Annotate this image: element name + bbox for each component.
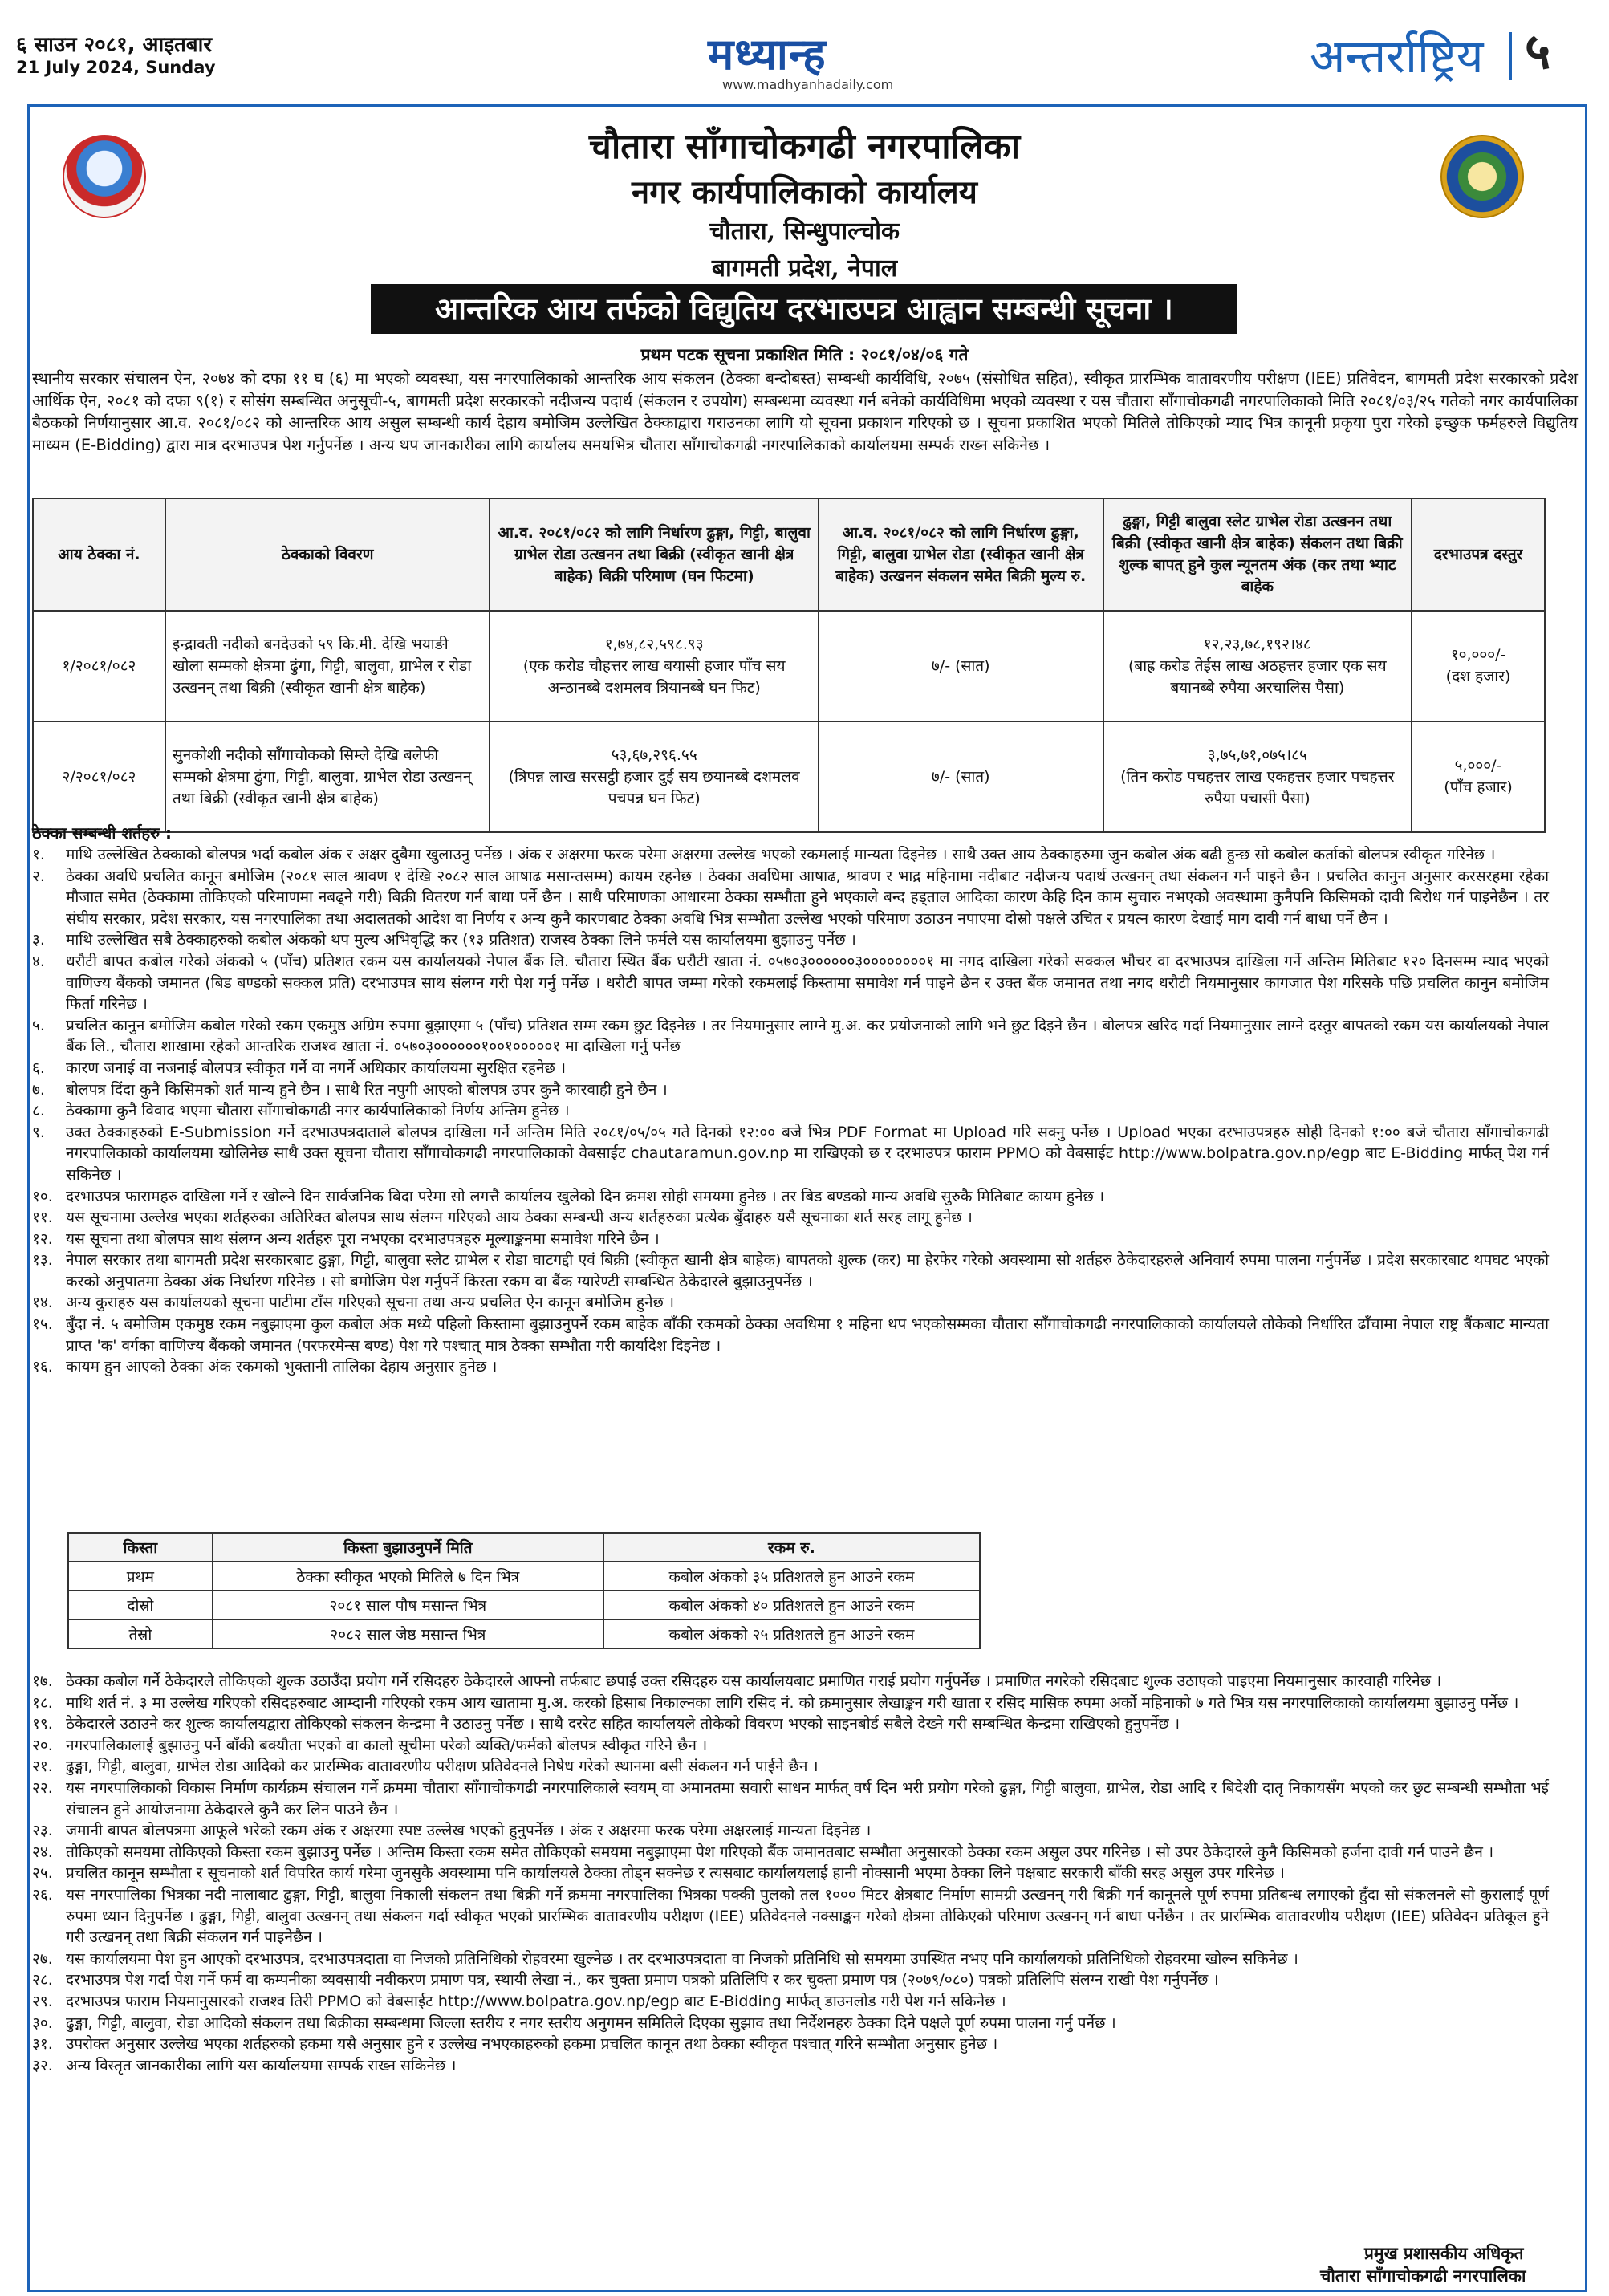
condition-text: ठेक्का अवधि प्रचलित कानून बमोजिम (२०८१ साल श्रावण १ देखि २०८२ साल आषाढ मसान्तसम्म) कायम रहनेछ । ठेक्का अवधिमा आषाढ, श्रावण र भाद्र महिनामा नदीबाट नदीजन्य पदार्थ उत्खनन् तथा संकलन गर्न पाइने छैन । प्रचलित कानुन अनुसार करसरहमा रहेका मौजात समेत (ठेक्कामा तोकिएको परिमाणमा नबढ्ने गरी) बिक्री वितरण गर्न बाधा पर्ने छैन । साथै परिमाणका आधारमा ठेक्का सम्भौता हुने भएकाले बन्द हड्ताल आदिका कारण केहि दिन काम सुचारु नभएको अवस्थामा कुनैपनि किसिमको दावी बिरोध गर्न पाइनेछैन । तर संघीय सरकार, प्रदेश सरकार, यस नगरपालिका तथा अदालतको आदेश वा निर्णय र अन्य कुनै कारणबाट ठेक्का अवधि भित्र सम्भौता उल्लेख भएको परिमाण उठाउन नपाएमा दोस्रो पक्षले उचित र प्रयत्न कारण देखाई माग दावी गर्न बाधा पर्ने छैन । <box>66 867 1549 928</box>
conditions-title: ठेक्का सम्बन्धी शर्तहरु : <box>32 823 172 843</box>
condition-text: ढुङ्गा, गिट्टी, बालुवा, ग्राभेल रोडा आदिको कर प्रारम्भिक वातावरणीय परीक्षण प्रतिवेदनले निषेध गरेको स्थानमा बसी संकलन गर्न पाईने छैन । <box>66 1758 819 1776</box>
condition-number: १४. <box>32 1294 53 1312</box>
installment-due: ठेक्का स्वीकृत भएको मितिले ७ दिन भित्र <box>213 1562 603 1591</box>
condition-item <box>32 1756 1549 1778</box>
condition-number: ९. <box>32 1123 45 1141</box>
fee-words: (पाँच हजार) <box>1444 778 1513 796</box>
minimum-value: १२,२३,७८,१९२।४८ <box>1203 635 1311 653</box>
condition-text: जमानी बापत बोलपत्रमा आफूले भरेको रकम अंक र अक्षरमा स्पष्ट उल्लेख भएको हुनुपर्नेछ । अंक र अक्षरमा फरक परेमा अक्षरलाई मान्यता दिइनेछ । <box>66 1822 872 1840</box>
condition-number: ७. <box>32 1080 45 1099</box>
condition-item <box>32 1314 1549 1356</box>
condition-text: ढुङ्गा, गिट्टी, बालुवा, रोडा आदिको संकलन तथा बिक्रीका सम्बन्धमा जिल्ला स्तरीय र नगर स्तरीय अनुगमन समितिले दिएका सुझाव तथा निर्देशनहरु ठेक्का दिने पक्षले पूर्ण रुपमा पालना गर्नु पर्नेछ । <box>66 2014 1116 2032</box>
tender-minimum <box>1103 611 1412 721</box>
conditions-list-continued <box>32 1671 1549 2076</box>
condition-item <box>32 1356 1549 1378</box>
minimum-words: (बाह्र करोड तेईस लाख अठहत्तर हजार एक सय बयानब्बे रुपैया अरचालिस पैसा) <box>1128 656 1387 697</box>
fee-value: १०,०००/- <box>1450 646 1506 664</box>
condition-item <box>32 2034 1549 2055</box>
newspaper-url[interactable]: www.madhyanhadaily.com <box>722 77 894 92</box>
condition-text: तोकिएको समयमा तोकिएको किस्ता रकम बुझाउनु पर्नेछ । अन्तिम किस्ता रकम समेत तोकिएको समयमा नबुझाएमा पेश गरिएको बैंक जमानतबाट सम्भौता अनुसारको ठेक्का रकम असुल उपर गरिनेछ । सो उपर ठेकेदारले कुनै किसिमको हर्जना दावी गर्न पाउने छैन । <box>66 1843 1494 1861</box>
office-sub: नगर कार्यपालिकाको कार्यालय <box>632 173 977 211</box>
condition-item <box>32 1949 1549 1970</box>
col-header-no: आय ठेक्का नं. <box>33 498 165 611</box>
condition-number: २०. <box>32 1736 53 1754</box>
condition-number: ३१. <box>32 2035 53 2054</box>
condition-text: अन्य कुराहरु यस कार्यालयको सूचना पाटीमा टाँस गरिएको सूचना तथा अन्य प्रचलित ऐन कानून बमोजिम हुनेछ । <box>66 1294 675 1312</box>
condition-item <box>32 1671 1549 1693</box>
condition-number: ३०. <box>32 2014 53 2032</box>
tender-fee <box>1412 721 1545 832</box>
condition-number: २. <box>32 867 45 885</box>
newspaper-logo[interactable]: मध्यान्ह <box>708 29 827 79</box>
col-header-quantity: आ.व. २०८१/०८२ को लागि निर्धारण ढुङ्गा, गिट्टी, बालुवा ग्राभेल रोडा उत्खनन तथा बिक्री (स्वीकृत खानी क्षेत्र बाहेक) बिक्री परिमाण (घन फिटमा) <box>490 498 819 611</box>
condition-item <box>32 2013 1549 2034</box>
condition-item <box>32 1693 1549 1714</box>
page-number: ५ <box>1525 22 1551 80</box>
office-province: बागमती प्रदेश, नेपाल <box>711 254 898 282</box>
condition-text: दरभाउपत्र फारामहरु दाखिला गर्ने र खोल्ने दिन सार्वजनिक बिदा परेमा सो लगत्तै कार्यालय खुलेको दिन क्रमश सोही समयमा हुनेछ । तर बिड बण्डको मान्य अवधि सुरुकै मितिबाट कायम हुनेछ । <box>66 1187 1105 1205</box>
condition-item <box>32 1186 1549 1208</box>
quantity-value: ५३,६७,२९६.५५ <box>611 746 697 764</box>
tender-rate: ७/- (सात) <box>819 611 1103 721</box>
condition-text: यस कार्यालयमा पेश हुन आएको दरभाउपत्र, दरभाउपत्रदाता वा निजको प्रतिनिधिको रोहवरमा खुल्नेछ । तर दरभाउपत्रदाता वा निजको प्रतिनिधि सो समयमा उपस्थित नभए पनि कार्यालयको प्रतिनिधिको रोहवरमा खोल्न सकिनेछ । <box>66 1949 1298 1968</box>
condition-number: ३२. <box>32 2056 53 2075</box>
condition-number: १०. <box>32 1187 53 1205</box>
condition-number: २६. <box>32 1885 53 1904</box>
condition-number: २३. <box>32 1822 53 1840</box>
installment-table <box>67 1532 981 1649</box>
condition-item <box>32 1250 1549 1292</box>
condition-number: ५. <box>32 1016 45 1034</box>
notice-title: आन्तरिक आय तर्फको विद्युतिय दरभाउपत्र आह्वान सम्बन्धी सूचना । <box>371 284 1237 334</box>
table-row <box>33 611 1545 721</box>
tender-description: इन्द्रावती नदीको बनदेउको ५९ कि.मी. देखि भयाङी खोला सम्मको क्षेत्रमा ढुंगा, गिट्टी, बालुवा, ग्राभेल र रोडा उत्खनन् तथा बिक्री (स्वीकृत खानी क्षेत्र बाहेक) <box>165 611 490 721</box>
condition-text: माथि उल्लेखित ठेक्काको बोलपत्र भर्दा कबोल अंक र अक्षर दुबैमा खुलाउनु पर्नेछ । अंक र अक्षरमा फरक परेमा अक्षरमा उल्लेख भएको रकमलाई मान्यता दिइनेछ । साथै उक्त आय ठेक्काहरुमा जुन कबोल अंक बढी हुन्छ सो कबोल कर्ताको बोलपत्र स्वीकृत गरिनेछ । <box>66 846 1496 864</box>
installment-name: दोस्रो <box>68 1591 213 1619</box>
signatory-office: चौतारा साँगाचोकगढी नगरपालिका <box>1320 2266 1526 2286</box>
condition-item <box>32 1884 1549 1949</box>
condition-item <box>32 1015 1549 1058</box>
tender-quantity <box>490 611 819 721</box>
tender-description: सुनकोशी नदीको साँगाचोकको सिम्ले देखि बलेफी सम्मको क्षेत्रमा ढुंगा, गिट्टी, बालुवा, ग्राभेल रोडा उत्खनन् तथा बिक्री (स्वीकृत खानी क्षेत्र बाहेक) <box>165 721 490 832</box>
condition-text: यस नगरपालिका भित्रका नदी नालाबाट ढुङ्गा, गिट्टी, बालुवा निकाली संकलन तथा बिक्री गर्ने क्रममा नगरपालिका भित्रका पक्की पुलको तल १००० मिटर क्षेत्रबाट निर्माण सामग्री उत्खनन् गरी बिक्री गर्न कानूनले पूर्ण रुपमा प्रतिबन्ध लगाएको हुँदा सो संकलनले सो कुरालाई पूर्ण रुपमा ध्यान दिनुपर्नेछ । ढुङ्गा, गिट्टी, बालुवा उत्खनन् तथा संकलन गर्दा स्वीकृत भएको प्रारम्भिक वातावरणीय परीक्षण (IEE) प्रतिवेदनले नक्साङ्कन गरेको क्षेत्रमा तोकिएको परिमाण उत्खनन् गर्न बाधा पर्नेछैन । तर प्रारम्भिक वातावरणीय परीक्षण (IEE) प्रतिवेदन प्रतिकूल हुने गरी उत्खनन् तथा बिक्री संकलन गर्न पाइनेछैन । <box>66 1885 1549 1947</box>
condition-item <box>32 1735 1549 1757</box>
condition-text: बुँदा नं. ५ बमोजिम एकमुष्ठ रकम नबुझाएमा कुल कबोल अंक मध्ये पहिलो किस्तामा बुझाउनुपर्ने रकम बाहेक बाँकी रकमको ठेक्का अवधिमा १ महिना थप भएकोसम्मका चौतारा साँगाचोकगढी नगरपालिकाको कार्यालयले तोकेको निर्धारित ढाँचामा नेपाल राष्ट्र बैंकबाट मान्यता प्राप्त 'क' वर्गका वाणिज्य बैंकको जमानत (परफरमेन्स बण्ड) पेश गरे पश्चात् मात्र ठेक्का सम्भौता गरी कार्यादेश दिइनेछ । <box>66 1315 1549 1355</box>
condition-text: दरभाउपत्र पेश गर्दा पेश गर्ने फर्म वा कम्पनीका व्यवसायी नवीकरण प्रमाण पत्र, स्थायी लेखा नं., कर चुक्ता प्रमाण पत्रको प्रतिलिपि र कर चुक्ता प्रमाण पत्र (२०७९/०८०) पत्रको प्रतिलिपि संलग्न राखी पेश गर्नुपर्नेछ । <box>66 1971 1219 1989</box>
tender-quantity <box>490 721 819 832</box>
condition-text: अन्य विस्तृत जानकारीका लागि यस कार्यालयमा सम्पर्क राख्न सकिनेछ । <box>66 2056 457 2075</box>
col-header-due-date: किस्ता बुझाउनुपर्ने मिति <box>213 1533 603 1562</box>
condition-number: ३. <box>32 931 45 949</box>
col-header-installment: किस्ता <box>68 1533 213 1562</box>
condition-text: कारण जनाई वा नजनाई बोलपत्र स्वीकृत गर्ने वा नगर्ने अधिकार कार्यालयमा सुरक्षित रहनेछ । <box>66 1059 567 1077</box>
condition-number: २५. <box>32 1864 53 1883</box>
condition-number: ४. <box>32 952 45 970</box>
quantity-value: १,७४,८२,५९८.९३ <box>604 635 704 653</box>
date-english: 21 July 2024, Sunday <box>16 58 216 77</box>
condition-item <box>32 929 1549 951</box>
office-location: चौतारा, सिन्धुपाल्चोक <box>709 217 900 246</box>
condition-item <box>32 844 1549 866</box>
condition-item <box>32 866 1549 930</box>
condition-number: २२. <box>32 1778 53 1797</box>
installment-header <box>68 1533 980 1562</box>
date-nepali: ६ साउन २०८१, आइतबार <box>16 33 212 57</box>
condition-item <box>32 1863 1549 1884</box>
minimum-words: (तिन करोड पचहत्तर लाख एकहत्तर हजार पचहत्तर रुपैया पचासी पैसा) <box>1120 767 1395 807</box>
minimum-value: ३,७५,७१,०७५।८५ <box>1207 746 1307 764</box>
quantity-words: (एक करोड चौहत्तर लाख बयासी हजार पाँच सय अन्ठानब्बे दशमलव त्रियानब्बे घन फिट) <box>522 656 786 697</box>
condition-text: माथि शर्त नं. ३ मा उल्लेख गरिएको रसिदहरुबाट आम्दानी गरिएको रकम आय खातामा मु.अ. करको हिसाब निकाल्नका लागि रसिद नं. को क्रमानुसार लेखाङ्कन गरी खाता र रसिद मासिक रुपमा अर्को महिनाको ७ गते भित्र यस नगरपालिकाको कार्यालयमा बुझाउनु पर्नेछ । <box>66 1693 1519 1712</box>
col-header-description: ठेक्काको विवरण <box>165 498 490 611</box>
condition-number: २४. <box>32 1843 53 1861</box>
section-name: अन्तर्राष्ट्रिय <box>1310 29 1484 83</box>
condition-number: १२. <box>32 1229 53 1248</box>
condition-item <box>32 2055 1549 2077</box>
tender-table-header <box>33 498 1545 611</box>
condition-text: यस सूचना तथा बोलपत्र साथ संलग्न अन्य शर्तहरु पूरा नभएका दरभाउपत्रहरु मूल्याङ्कनमा समावेश गरिने छैन । <box>66 1229 660 1248</box>
condition-number: १८. <box>32 1693 53 1712</box>
condition-number: २९. <box>32 1992 53 2010</box>
installment-amount: कबोल अंकको ४० प्रतिशतले हुन आउने रकम <box>603 1591 980 1619</box>
condition-item <box>32 1820 1549 1842</box>
condition-number: २८. <box>32 1971 53 1989</box>
publish-date: प्रथम पटक सूचना प्रकाशित मिति : २०८१/०४/०६ गते <box>640 345 969 364</box>
condition-number: ६. <box>32 1059 45 1077</box>
col-header-minimum: ढुङ्गा, गिट्टी बालुवा स्लेट ग्राभेल रोडा उत्खनन तथा बिक्री (स्वीकृत खानी क्षेत्र बाहेक) संकलन तथा बिक्री शुल्क बापत् हुने कुल न्यूनतम अंक (कर तथा भ्याट बाहेक <box>1103 498 1412 611</box>
table-row <box>68 1562 980 1591</box>
condition-text: दरभाउपत्र फाराम नियमानुसारको राजश्व तिरी PPMO को वेबसाईट http://www.bolpatra.gov.np/egp बाट E-Bidding मार्फत् डाउनलोड गरी पेश गर्न सकिनेछ । <box>66 1992 1006 2010</box>
condition-text: प्रचलित कानून सम्भौता र सूचनाको शर्त विपरित कार्य गरेमा जुनसुकै अवस्थामा पनि कार्यालयले ठेक्का तोड्न सक्नेछ र त्यसबाट कार्यालयलाई हानी नोक्सानी भएमा ठेक्का लिने पक्षबाट सरकारी बाँकी सरह असुल उपर गरिनेछ । <box>66 1864 1285 1883</box>
col-header-amount: रकम रु. <box>603 1533 980 1562</box>
condition-item <box>32 1207 1549 1229</box>
quantity-words: (त्रिपन्न लाख सरसट्ठी हजार दुई सय छयानब्बे दशमलव पचपन्न घन फिट) <box>508 767 800 807</box>
condition-item <box>32 1991 1549 2013</box>
condition-item <box>32 1122 1549 1186</box>
condition-item <box>32 1842 1549 1863</box>
installment-name: प्रथम <box>68 1562 213 1591</box>
tender-table <box>32 498 1546 833</box>
installment-due: २०८१ साल पौष मसान्त भित्र <box>213 1591 603 1619</box>
condition-text: ठेक्कामा कुनै विवाद भएमा चौतारा साँगाचोकगढी नगर कार्यपालिकाको निर्णय अन्तिम हुनेछ । <box>66 1102 570 1120</box>
condition-number: १६. <box>32 1358 53 1376</box>
col-header-rate: आ.व. २०८१/०८२ को लागि निर्धारण ढुङ्गा, गिट्टी, बालुवा ग्राभेल रोडा (स्वीकृत खानी क्षेत्र बाहेक) उत्खनन संकलन समेत बिक्री मुल्य रु. <box>819 498 1103 611</box>
condition-text: यस सूचनामा उल्लेख भएका शर्तहरुका अतिरिक्त बोलपत्र साथ संलग्न गरिएको आय ठेक्का सम्बन्धी अन्य शर्तहरुका प्रत्येक बुँदाहरु यसै सूचनाका शर्त सरह लागू हुनेछ । <box>66 1209 973 1227</box>
intro-paragraph: स्थानीय सरकार संचालन ऐन, २०७४ को दफा ११ घ (६) मा भएको व्यवस्था, यस नगरपालिकाको आन्तरिक आय संकलन (ठेक्का बन्दोबस्त) सम्बन्धी कार्यविधि, २०७५ (संसोधित सहित), स्वीकृत प्रारम्भिक वातावरणीय परीक्षण (IEE) प्रतिवेदन, बागमती प्रदेश सरकारको प्रदेश आर्थिक ऐन, २०८१ को दफा ९(१) र सोसंग सम्बन्धित अनुसूची-५, बागमती प्रदेश सरकारको नदीजन्य पदार्थ (संकलन र उपयोग) सम्बन्धमा व्यवस्था गर्न बनेको कार्यविधिमा भएको व्यवस्था र यस चौतारा साँगाचोकगढी नगरपालिकाको मिति २०८१/०३/२५ गतेको नगर कार्यपालिका बैठकको निर्णयानुसार आ.व. २०८१/०८२ को आन्तरिक आय असुल सम्बन्धी कार्य देहाय बमोजिम उल्लेखित ठेक्काद्वारा गराउनका लागि यो सूचना प्रकाशन गरिएको छ । सूचना प्रकाशित भएको मितिले तोकिएको म्याद भित्र कानूनी प्रकृया पुरा गरेको इच्छुक फर्महरुले विद्युतिय माध्यम (E-Bidding) द्वारा मात्र दरभाउपत्र पेश गर्नुपर्नेछ । अन्य थप जानकारीका लागि कार्यालय समयभित्र चौतारा साँगाचोकगढी नगरपालिकाको कार्यालयमा सम्पर्क राख्न सकिनेछ । <box>32 369 1578 454</box>
condition-number: १. <box>32 846 45 864</box>
condition-number: २७. <box>32 1949 53 1968</box>
condition-text: उपरोक्त अनुसार उल्लेख भएका शर्तहरुको हकमा यसै अनुसार हुने र उल्लेख नभएकाहरुको हकमा प्रचलित कानून तथा ठेक्का स्वीकृत पश्चात् गरिने सम्भौता अनुसार हुनेछ । <box>66 2035 998 2054</box>
fee-value: ५,०००/- <box>1454 757 1502 774</box>
condition-item <box>32 1058 1549 1079</box>
condition-item <box>32 1778 1549 1820</box>
condition-text: ठेकेदारले उठाउने कर शुल्क कार्यालयद्वारा तोकिएको संकलन केन्द्रमा नै उठाउनु पर्नेछ । साथै दररेट सहित कार्यालयले तोकेको विवरण भएको साइनबोर्ड सबैले देख्ने गरी सम्बन्धित केन्द्रमा राखिएको हुनुपर्नेछ । <box>66 1715 1180 1733</box>
condition-number: ११. <box>32 1209 53 1227</box>
section-divider <box>1509 32 1512 80</box>
installment-amount: कबोल अंकको ३५ प्रतिशतले हुन आउने रकम <box>603 1562 980 1591</box>
installment-name: तेस्रो <box>68 1619 213 1648</box>
tender-minimum <box>1103 721 1412 832</box>
condition-item <box>32 1969 1549 1991</box>
condition-text: प्रचलित कानुन बमोजिम कबोल गरेको रकम एकमुष्ठ अग्रिम रुपमा बुझाएमा ५ (पाँच) प्रतिशत सम्म रकम छुट दिइनेछ । तर नियमानुसार लाग्ने मु.अ. कर प्रयोजनाको लागि भने छुट दिइने छैन । बोलपत्र खरिद गर्दा नियमानुसार लाग्ने दस्तुर बापतको रकम यस कार्यालयको नेपाल बैंक लि., चौतारा शाखामा रहेको आन्तरिक राजश्व खाता नं. ०५७०३००००००१००१०००००१ मा दाखिला गर्नु पर्नेछ <box>66 1016 1549 1056</box>
condition-item <box>32 1229 1549 1250</box>
tender-no: २/२०८१/०८२ <box>33 721 165 832</box>
condition-text: नेपाल सरकार तथा बागमती प्रदेश सरकारबाट ढुङ्गा, गिट्टी, बालुवा स्लेट ग्राभेल र रोडा घाटगद्दी एवं बिक्री (स्वीकृत खानी क्षेत्र बाहेक) बापतको शुल्क (कर) मा हेरफेर गरेको अवस्थामा सो शर्तहरु ठेकेदारहरुले अनिवार्य रुपमा पालना गर्नुपर्नेछ । प्रदेश सरकारबाट थपघट भएको करको अनुपातमा ठेक्का अंक निर्धारण गरिनेछ । सो बमोजिम पेश गर्नुपर्ने किस्ता रकम वा बैंक ग्यारेण्टी सम्बन्धित ठेकेदारले बुझाउनुपर्नेछ । <box>66 1251 1549 1290</box>
col-header-fee: दरभाउपत्र दस्तुर <box>1412 498 1545 611</box>
condition-number: २१. <box>32 1758 53 1776</box>
condition-item <box>32 951 1549 1015</box>
condition-item <box>32 1292 1549 1314</box>
condition-number: ८. <box>32 1102 45 1120</box>
condition-number: १३. <box>32 1251 53 1270</box>
conditions-list <box>32 844 1549 1378</box>
condition-text: धरौटी बापत कबोल गरेको अंकको ५ (पाँच) प्रतिशत रकम यस कार्यालयको नेपाल बैंक लि. चौतारा स्थित बैंक धरौटी खाता नं. ०५७०३००००००३००००००००१ मा नगद दाखिला गरेको सक्कल भौचर वा दरभाउपत्र दाखिला गर्ने अन्तिम मितिबाट १२० दिनसम्म म्याद भएको वाणिज्य बैंकको जमानत (बिड बण्डको सक्कल प्रति) दरभाउपत्र साथ संलग्न गरी पेश गर्नु पर्नेछ । धरौटी बापत जम्मा गरेको रकमलाई किस्तामा समावेश गर्न पाइने छैन र उक्त बैंक जमानत तथा नगद धरौटी नियमानुसार कागजात पेश गरिसके पछि प्रचलित कानुन बमोजिम फिर्ता गरिनेछ । <box>66 952 1549 1014</box>
condition-text: यस नगरपालिकाको विकास निर्माण कार्यक्रम संचालन गर्ने क्रममा चौतारा साँगाचोकगढी नगरपालिकाले स्वयम् वा अमानतमा सवारी साधन मार्फत् वर्ष दिन भरी प्रयोग गरेको ढुङ्गा, गिट्टी बालुवा, ग्राभेल, रोडा आदि र बिदेशी दातृ निकायसँग भएको कर छुट सम्बन्धी सम्भौता भई संचालन हुने आयोजनामा ठेकेदारले कुनै कर लिन पाउने छैन । <box>66 1778 1549 1819</box>
condition-text: नगरपालिकालाई बुझाउनु पर्ने बाँकी बक्यौता भएको वा कालो सूचीमा परेको व्यक्ति/फर्मको बोलपत्र स्वीकृत गरिने छैन । <box>66 1736 708 1754</box>
condition-text: उक्त ठेक्काहरुको E-Submission गर्ने दरभाउपत्रदाताले बोलपत्र दाखिला गर्ने अन्तिम मिति २०८१/०५/०५ गते दिनको १२:०० बजे भित्र PDF Format मा Upload गरि सक्नु पर्नेछ । Upload भएका दरभाउपत्रहरु सोही दिनको १:०० बजे चौतारा साँगाचोकगढी नगरपालिकाको कार्यालयमा खोलिनेछ साथै उक्त सूचना चौतारा साँगाचोकगढी नगरपालिकाको वेबसाईट chautaramun.gov.np मा राखिएको छ र दरभाउपत्र फाराम PPMO को वेबसाईट http://www.bolpatra.gov.np/egp बाट E-Bidding मार्फत् पेश गर्न सकिनेछ । <box>66 1123 1549 1184</box>
fee-words: (दश हजार) <box>1445 668 1511 685</box>
tender-fee <box>1412 611 1545 721</box>
condition-text: माथि उल्लेखित सबै ठेक्काहरुको कबोल अंकको थप मुल्य अभिवृद्धि कर (१३ प्रतिशत) राजस्व ठेक्का लिने फर्मले यस कार्यालयमा बुझाउनु पर्नेछ । <box>66 931 856 949</box>
condition-text: कायम हुन आएको ठेक्का अंक रकमको भुक्तानी तालिका देहाय अनुसार हुनेछ । <box>66 1358 498 1376</box>
condition-text: ठेक्का कबोल गर्ने ठेकेदारले तोकिएको शुल्क उठाउँदा प्रयोग गर्ने रसिदहरु ठेकेदारले आफ्नो तर्फबाट छपाई उक्त रसिदहरु यस कार्यालयबाट प्रमाणित गराई प्रयोग गर्नुपर्नेछ । प्रमाणित नगरेको रसिदबाट शुल्क उठाएको पाइएमा नियमानुसार कारवाही गरिनेछ । <box>66 1672 1442 1690</box>
condition-item <box>32 1100 1549 1122</box>
tender-no: १/२०८१/०८२ <box>33 611 165 721</box>
installment-amount: कबोल अंकको २५ प्रतिशतले हुन आउने रकम <box>603 1619 980 1648</box>
installment-due: २०८२ साल जेष्ठ मसान्त भित्र <box>213 1619 603 1648</box>
condition-number: १५. <box>32 1315 53 1334</box>
condition-number: १९. <box>32 1715 53 1733</box>
office-name: चौतारा साँगाचोकगढी नगरपालिका <box>588 126 1021 167</box>
condition-item <box>32 1713 1549 1735</box>
tender-rate: ७/- (सात) <box>819 721 1103 832</box>
condition-text: बोलपत्र दिंदा कुनै किसिमको शर्त मान्य हुने छैन । साथै रित नपुगी आएको बोलपत्र उपर कुनै कारवाही हुने छैन । <box>66 1080 668 1099</box>
table-row <box>68 1619 980 1648</box>
table-row <box>68 1591 980 1619</box>
signatory-title: प्रमुख प्रशासकीय अधिकृत <box>1364 2244 1524 2263</box>
table-row <box>33 721 1545 832</box>
condition-item <box>32 1079 1549 1101</box>
condition-number: १७. <box>32 1672 53 1690</box>
